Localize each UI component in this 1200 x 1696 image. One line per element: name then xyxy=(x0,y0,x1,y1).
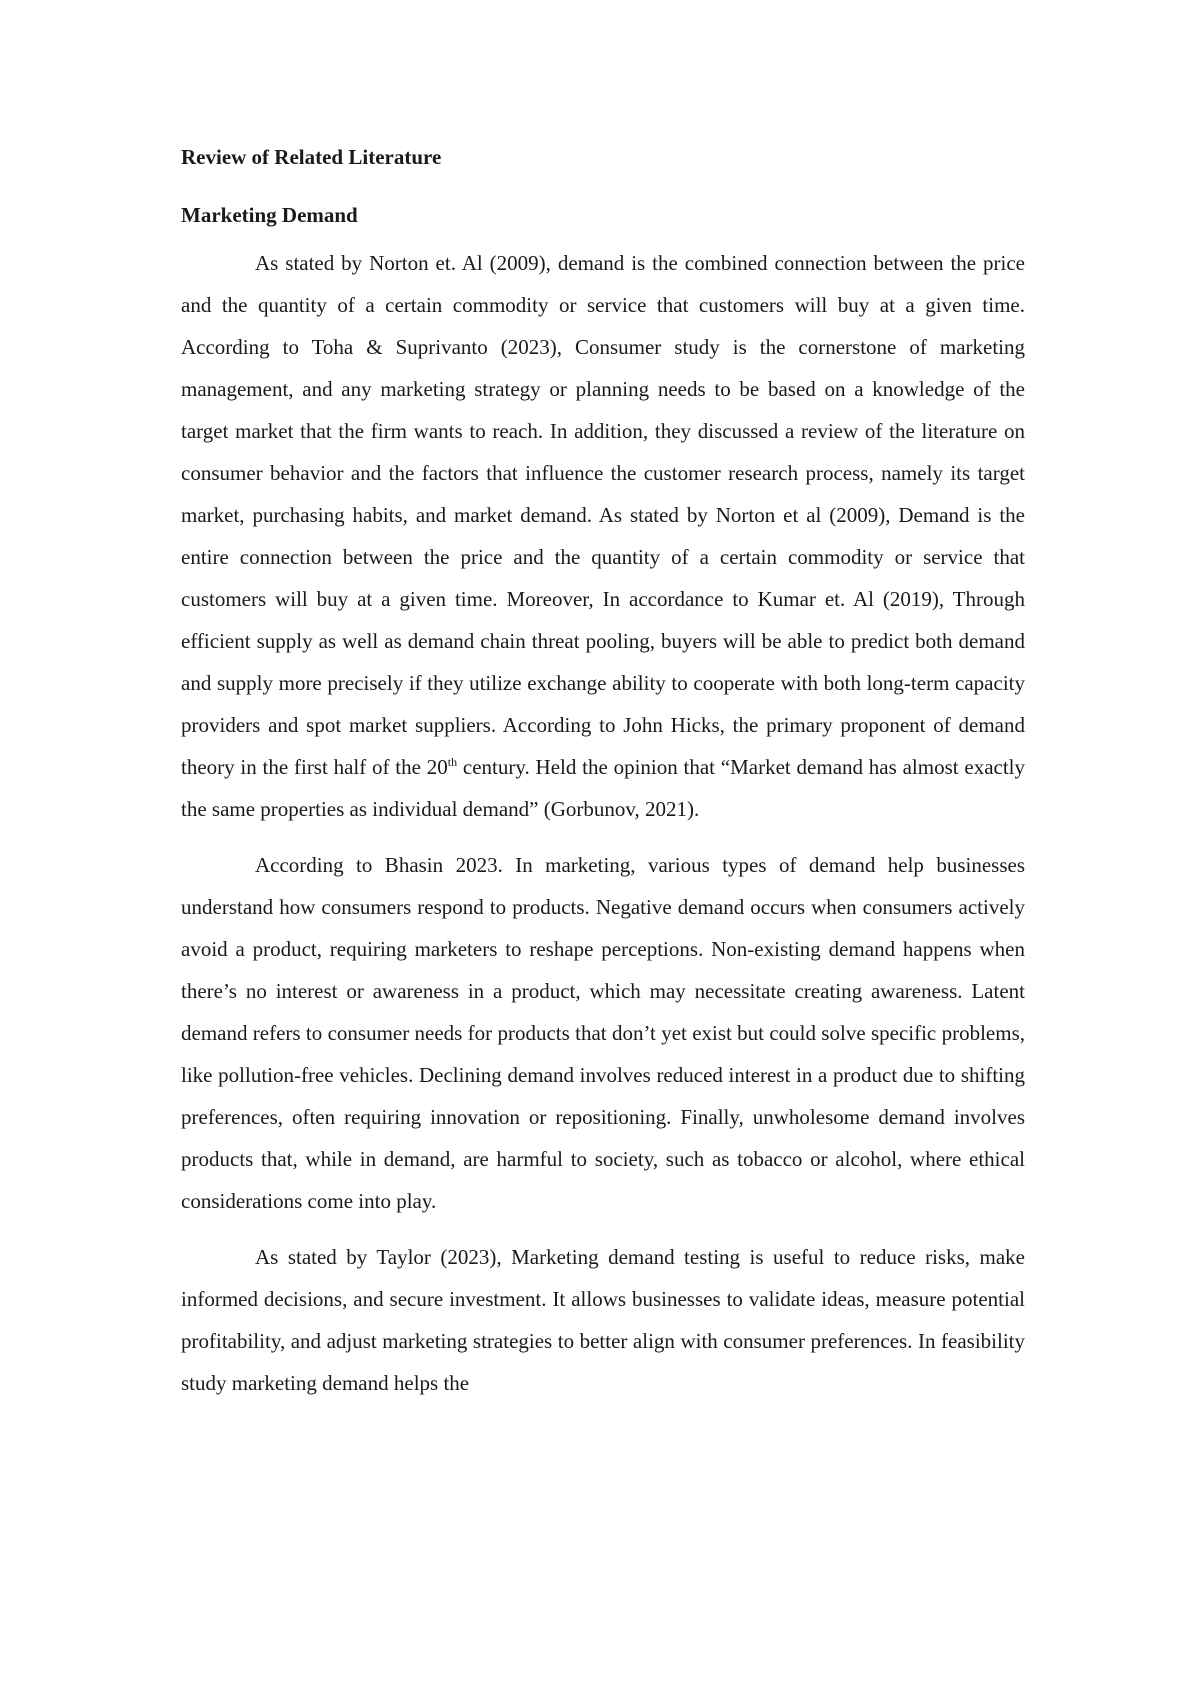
document-body xyxy=(181,142,1025,1418)
paragraph-3: As stated by Taylor (2023), Marketing demand testing is useful to reduce risks, make informed decisions, and secure investment. It allows businesses to validate ideas, measure potential profitability, and adjust marketing strategies to better align with consumer preferences. In feasibility study marketing demand helps the xyxy=(181,1245,1025,1395)
paragraph-1 xyxy=(181,242,1025,830)
document-title: Review of Related Literature xyxy=(181,145,442,169)
ordinal-superscript: th xyxy=(447,755,458,769)
paragraph-2: According to Bhasin 2023. In marketing, various types of demand help businesses understand how consumers respond to products. Negative demand occurs when consumers actively avoid a product, requiring marketers to reshape perceptions. Non-existing demand happens when there’s no interest or awareness in a product, which may necessitate creating awareness. Latent demand refers to consumer needs for products that don’t yet exist but could solve specific problems, like pollution-free vehicles. Declining demand involves reduced interest in a product due to shifting preferences, often requiring innovation or repositioning. Finally, unwholesome demand involves products that, while in demand, are harmful to society, such as tobacco or alcohol, where ethical considerations come into play. xyxy=(181,853,1025,1213)
section-heading: Marketing Demand xyxy=(181,203,358,227)
paragraph-1-text-b: century. Held the opinion that “Market demand has almost exactly the same properties as individual demand” (Gorbunov, 2021). xyxy=(181,755,1025,821)
paragraph-1-text-a: As stated by Norton et. Al (2009), demand is the combined connection between the price and the quantity of a certain commodity or service that customers will buy at a given time. According to Toha & Suprivanto (2023), Consumer study is the cornerstone of marketing management, and any marketing strategy or planning needs to be based on a knowledge of the target market that the firm wants to reach. In addition, they discussed a review of the literature on consumer behavior and the factors that influence the customer research process, namely its target market, purchasing habits, and market demand. As stated by Norton et al (2009), Demand is the entire connection between the price and the quantity of a certain commodity or service that customers will buy at a given time. Moreover, In accordance to Kumar et. Al (2019), Through efficient supply as well as demand chain threat pooling, buyers will be able to predict both demand and supply more precisely if they utilize exchange ability to cooperate with both long-term capacity providers and spot market suppliers. According to John Hicks, the primary proponent of demand theory in the first half of the 20 xyxy=(181,251,1025,779)
